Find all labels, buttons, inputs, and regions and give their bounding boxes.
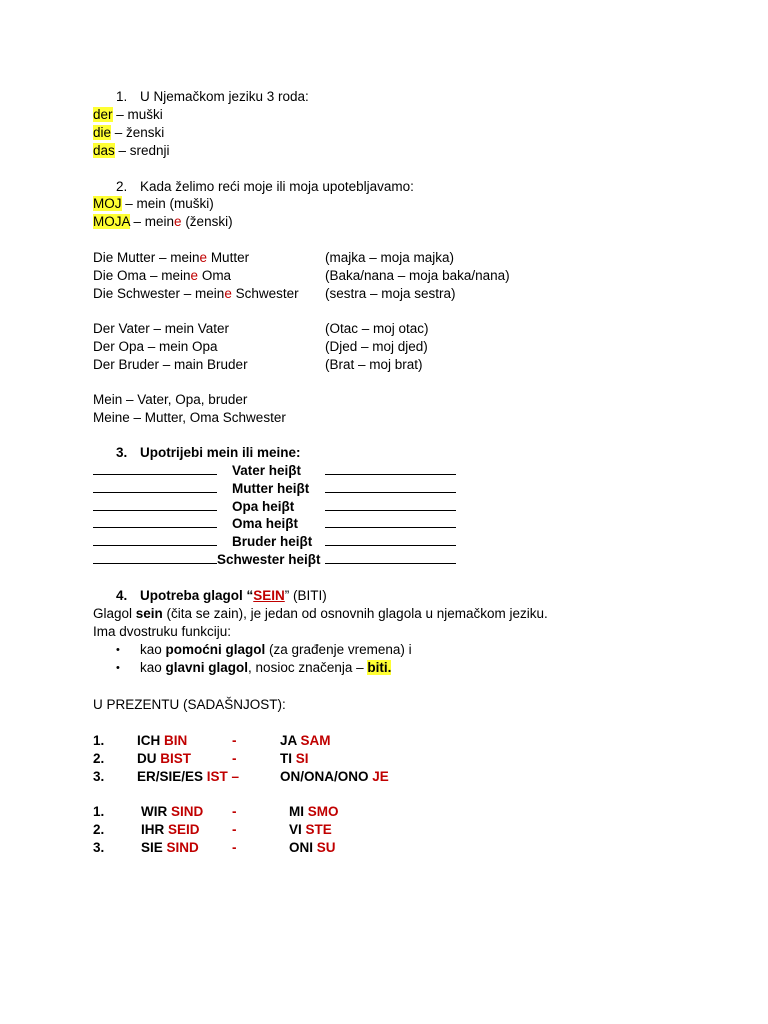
pronoun: DU — [137, 751, 161, 766]
bullet-item — [140, 659, 391, 677]
verb-form: JE — [372, 769, 389, 784]
pronoun: ON/ONA/ONO — [280, 769, 373, 784]
answer-blank[interactable] — [93, 533, 217, 546]
article-row — [93, 106, 163, 124]
fem-ending: e — [190, 268, 199, 283]
bullet-pre: kao — [140, 642, 166, 657]
bullet-pre: kao — [140, 660, 166, 675]
fem-ending: e — [199, 250, 208, 265]
fem-translation: (majka – moja majka) — [325, 250, 455, 265]
bullet-icon: • — [116, 662, 120, 674]
german-form — [137, 768, 239, 786]
exercise-row — [325, 533, 456, 551]
article-row — [93, 124, 164, 142]
row-number: 3. — [93, 840, 105, 855]
answer-blank[interactable] — [325, 498, 456, 511]
exercise-item: Schwester heiβt — [217, 552, 321, 567]
verb-form: BIN — [164, 733, 188, 748]
bullet-item — [140, 641, 412, 659]
answer-blank[interactable] — [93, 498, 217, 511]
pronoun: TI — [280, 751, 296, 766]
moja-line — [93, 213, 233, 231]
dash: - — [232, 751, 237, 766]
exercise-row — [93, 533, 217, 551]
answer-blank[interactable] — [325, 480, 456, 493]
moj-key: MOJ — [93, 196, 122, 211]
fem-b: Mutter — [207, 250, 250, 265]
moj-rest: – mein (muški) — [121, 196, 214, 211]
pronoun: VI — [289, 822, 306, 837]
fem-b: Oma — [198, 268, 232, 283]
exercise-row — [325, 551, 456, 569]
exercise-row — [93, 462, 217, 480]
desc-pre: Glagol — [93, 606, 136, 621]
answer-blank[interactable] — [93, 480, 217, 493]
exercise-item: Opa heiβt — [232, 499, 295, 514]
section1-heading: U Njemačkom jeziku 3 roda: — [140, 89, 309, 104]
dash: - — [232, 804, 237, 819]
section3-heading: Upotrijebi mein ili meine: — [140, 445, 301, 460]
answer-blank[interactable] — [325, 551, 456, 564]
answer-blank[interactable] — [325, 462, 456, 475]
verb-form: SI — [295, 751, 309, 766]
german-form — [137, 732, 187, 750]
article-das: das — [93, 143, 115, 158]
fem-example — [93, 249, 249, 267]
pronoun: WIR — [141, 804, 171, 819]
bullet-bold: pomoćni glagol — [165, 642, 266, 657]
exercise-row — [325, 498, 456, 516]
exercise-row — [325, 462, 456, 480]
fem-a: Die Oma – mein — [93, 268, 191, 283]
masc-example: Der Bruder – main Bruder — [93, 357, 248, 372]
gender-label: – srednji — [114, 143, 170, 158]
article-der: der — [93, 107, 113, 122]
summary-mein: Mein – Vater, Opa, bruder — [93, 392, 248, 407]
row-number: 2. — [93, 822, 105, 837]
translation-form — [289, 821, 332, 839]
verb-form: SU — [316, 840, 336, 855]
section4-heading — [140, 587, 327, 605]
section4-number: 4. — [116, 588, 128, 603]
verb-form: STE — [305, 822, 332, 837]
pronoun: ICH — [137, 733, 164, 748]
answer-blank[interactable] — [93, 515, 217, 528]
heading-pre: Upotreba glagol “ — [140, 588, 254, 603]
row-number: 1. — [93, 733, 105, 748]
pronoun: SIE — [141, 840, 167, 855]
translation-form — [280, 732, 331, 750]
masc-example: Der Vater – mein Vater — [93, 321, 230, 336]
moja-rest: (ženski) — [181, 214, 233, 229]
answer-blank[interactable] — [325, 515, 456, 528]
moja-mid: – mein — [129, 214, 175, 229]
section1-number: 1. — [116, 89, 128, 104]
fem-b: Schwester — [231, 286, 299, 301]
translation-form — [280, 750, 309, 768]
exercise-row — [93, 480, 217, 498]
gender-label: – ženski — [111, 125, 165, 140]
moja-key: MOJA — [93, 214, 130, 229]
bullet-icon: • — [116, 644, 120, 656]
sein-keyword: SEIN — [253, 588, 285, 603]
desc-bold: sein — [135, 606, 163, 621]
biti-highlight: biti. — [367, 660, 392, 675]
fem-example — [93, 285, 299, 303]
section2-heading: Kada želimo reći moje ili moja upotebljavamo: — [140, 179, 414, 194]
fem-translation: (sestra – moja sestra) — [325, 286, 456, 301]
pronoun: ER/SIE/ES — [137, 769, 207, 784]
article-die: die — [93, 125, 112, 140]
desc-post: (čita se zain), je jedan od osnovnih glagola u njemačkom jeziku. — [162, 606, 548, 621]
fem-translation: (Baka/nana – moja baka/nana) — [325, 268, 510, 283]
masc-example: Der Opa – mein Opa — [93, 339, 218, 354]
exercise-item: Vater heiβt — [232, 463, 302, 478]
exercise-item: Bruder heiβt — [232, 534, 313, 549]
translation-form — [280, 768, 389, 786]
german-form — [137, 750, 191, 768]
exercise-item: Oma heiβt — [232, 516, 299, 531]
bullet-bold: glavni glagol — [165, 660, 249, 675]
article-row — [93, 142, 170, 160]
fem-ending: e — [224, 286, 232, 301]
verb-form: SIND — [171, 804, 204, 819]
answer-blank[interactable] — [325, 533, 456, 546]
fem-example — [93, 267, 231, 285]
exercise-row — [93, 551, 217, 569]
answer-blank[interactable] — [93, 551, 217, 564]
exercise-row — [325, 480, 456, 498]
dash: - — [232, 840, 237, 855]
dash: - — [232, 733, 237, 748]
german-form — [141, 839, 199, 857]
german-form — [141, 803, 203, 821]
moj-line — [93, 195, 214, 213]
answer-blank[interactable] — [93, 462, 217, 475]
pronoun: JA — [280, 733, 301, 748]
pronoun: IHR — [141, 822, 168, 837]
translation-form — [289, 839, 336, 857]
summary-meine: Meine – Mutter, Oma Schwester — [93, 410, 286, 425]
section2-number: 2. — [116, 179, 128, 194]
heading-post: ” (BITI) — [284, 588, 327, 603]
function-intro: Ima dvostruku funkciju: — [93, 624, 232, 639]
pronoun: ONI — [289, 840, 317, 855]
section3-number: 3. — [116, 445, 128, 460]
exercise-row — [325, 515, 456, 533]
german-form — [141, 821, 200, 839]
fem-a: Die Mutter – mein — [93, 250, 200, 265]
dash: - — [232, 822, 237, 837]
exercise-row — [93, 498, 217, 516]
verb-form: IST – — [206, 769, 240, 784]
verb-form: SAM — [300, 733, 331, 748]
masc-translation: (Otac – moj otac) — [325, 321, 429, 336]
sein-description — [93, 605, 548, 623]
verb-form: BIST — [160, 751, 192, 766]
masc-translation: (Brat – moj brat) — [325, 357, 423, 372]
gender-label: – muški — [112, 107, 163, 122]
present-title: U PREZENTU (SADAŠNJOST): — [93, 697, 286, 712]
masc-translation: (Djed – moj djed) — [325, 339, 428, 354]
verb-form: SEID — [168, 822, 200, 837]
fem-a: Die Schwester – mein — [93, 286, 225, 301]
verb-form: SIND — [166, 840, 199, 855]
row-number: 3. — [93, 769, 105, 784]
row-number: 2. — [93, 751, 105, 766]
bullet-post: (za građenje vremena) i — [265, 642, 412, 657]
bullet-post: , nosioc značenja – — [248, 660, 368, 675]
verb-form: SMO — [307, 804, 339, 819]
row-number: 1. — [93, 804, 105, 819]
exercise-row — [93, 515, 217, 533]
moja-ending: e — [174, 214, 182, 229]
pronoun: MI — [289, 804, 308, 819]
translation-form — [289, 803, 339, 821]
exercise-item: Mutter heiβt — [232, 481, 310, 496]
